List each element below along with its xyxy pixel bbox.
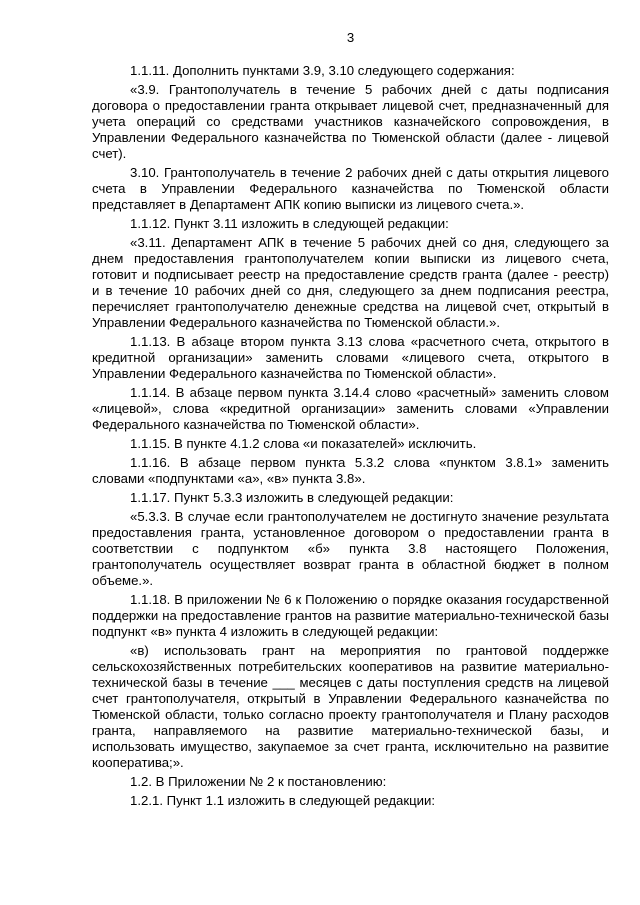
page-number: 3 [346,30,355,45]
paragraph-1-1-13: 1.1.13. В абзаце втором пункта 3.13 слова «расчетного счета, открытого в кредитной организации» заменить словами «лицевого счета, открытого в Управлении Федерального казначейства по Тюменской области». [92,334,609,381]
document-page [92,0,609,905]
paragraph-1-1-11: 1.1.11. Дополнить пунктами 3.9, 3.10 следующего содержания: [130,63,515,78]
paragraph-5-3-3: «5.3.3. В случае если грантополучателем не достигнуто значение результата предоставления гранта, установленное договором о предоставлении гранта в соответствии с подпунктом «б» пункта 3.8 настоящего Положения, грантополучатель осуществляет возврат гранта в областной бюджет в полном объеме.». [92,509,609,588]
paragraph-1-1-14: 1.1.14. В абзаце первом пункта 3.14.4 слово «расчетный» заменить словом «лицевой», слова «кредитной организации» заменить словами «Управлении Федерального казначейства по Тюменской области». [92,385,609,432]
paragraph-1-2-1: 1.2.1. Пункт 1.1 изложить в следующей редакции: [130,793,436,808]
paragraph-1-1-16: 1.1.16. В абзаце первом пункта 5.3.2 слова «пунктом 3.8.1» заменить словами «подпунктами «а», «в» пункта 3.8». [92,455,609,486]
paragraph-3-9: «3.9. Грантополучатель в течение 5 рабочих дней с даты подписания договора о предоставлении гранта открывает лицевой счет, предназначенный для учета операций со средствами участников казначейского сопровождения, в Управлении Федерального казначейства по Тюменской области (далее - лицевой счет). [92,82,609,161]
paragraph-1-2: 1.2. В Приложении № 2 к постановлению: [130,774,387,789]
paragraph-1-1-12: 1.1.12. Пункт 3.11 изложить в следующей редакции: [130,216,449,231]
paragraph-1-1-18: 1.1.18. В приложении № 6 к Положению о порядке оказания государственной поддержки на предоставление грантов на развитие материально-технической базы подпункт «в» пункта 4 изложить в следующей редакции: [92,592,609,639]
paragraph-subpoint-v: «в) использовать грант на мероприятия по грантовой поддержке сельскохозяйственных потребительских кооперативов на развитие материально-технической базы в течение ___ месяцев с даты поступления средств на лицевой счет грантополучателя, открытый в Управлении Федерального казначейства по Тюменской области, только согласно проекту грантополучателя и Плану расходов гранта, направляемого на развитие материально-технической базы, и использовать имущество, закупаемое за счет гранта, исключительно на развитие кооператива;». [92,643,609,770]
paragraph-1-1-17: 1.1.17. Пункт 5.3.3 изложить в следующей редакции: [130,490,454,505]
paragraph-3-10: 3.10. Грантополучатель в течение 2 рабочих дней с даты открытия лицевого счета в Управлении Федерального казначейства по Тюменской области представляет в Департамент АПК копию выписки из лицевого счета.». [92,165,609,212]
paragraph-1-1-15: 1.1.15. В пункте 4.1.2 слова «и показателей» исключить. [130,436,477,451]
paragraph-3-11: «3.11. Департамент АПК в течение 5 рабочих дней со дня, следующего за днем предоставления грантополучателем копии выписки из лицевого счета, готовит и подписывает реестр на предоставление средств гранта (далее - реестр) и в течение 10 рабочих дней со дня, следующего за днем подписания реестра, перечисляет грантополучателю денежные средства на лицевой счет, открытый в Управлении Федерального казначейства по Тюменской области.». [92,235,609,330]
document-body [92,63,609,812]
